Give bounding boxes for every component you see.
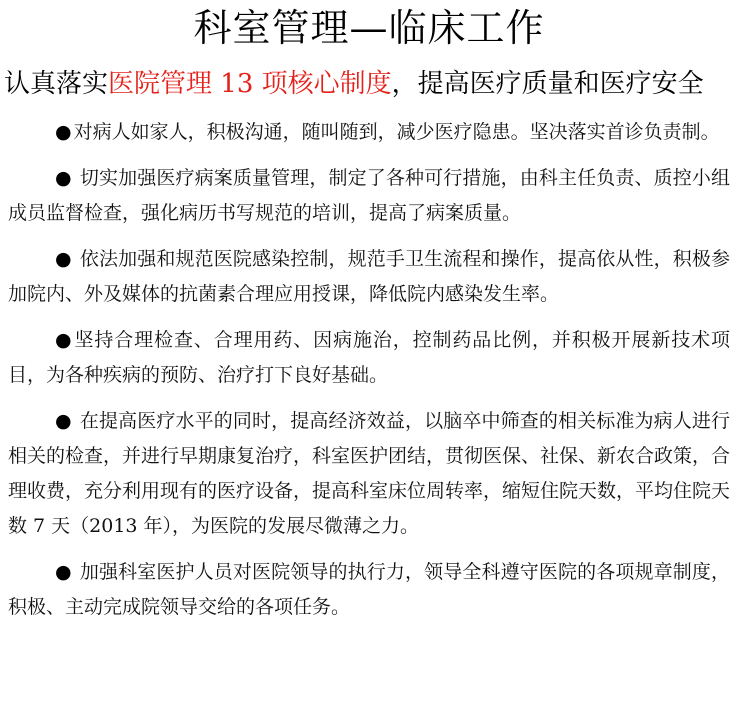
- bullet-icon: ●: [55, 167, 72, 189]
- list-item: [0, 242, 738, 312]
- page-title: 科室管理—临床工作: [193, 6, 545, 50]
- subtitle-suffix: ，提高医疗质量和医疗安全: [391, 69, 704, 99]
- list-item-text: 加强科室医护人员对医院领导的执行力，领导全科遵守医院的各项规章制度，积极、主动完成院领导交给的各项任务。: [8, 561, 730, 618]
- work-items-list: [0, 115, 738, 636]
- bullet-icon: ●: [55, 561, 72, 583]
- list-item-text: 对病人如家人，积极沟通，随叫随到，减少医疗隐患。坚决落实首诊负责制。: [73, 121, 720, 143]
- list-item: [0, 404, 738, 544]
- subtitle-highlight: 医院管理 13 项核心制度: [108, 69, 392, 99]
- list-item-text: 坚持合理检查、合理用药、因病施治，控制药品比例，并积极开展新技术项目，为各种疾病的预防、治疗打下良好基础。: [8, 329, 730, 386]
- list-item: [0, 115, 738, 150]
- list-item-text: 依法加强和规范医院感染控制，规范手卫生流程和操作，提高依从性，积极参加院内、外及媒体的抗菌素合理应用授课，降低院内感染发生率。: [8, 248, 730, 305]
- bullet-icon: ●: [55, 329, 73, 351]
- document-subtitle: [4, 66, 734, 102]
- list-item-text: 在提高医疗水平的同时，提高经济效益，以脑卒中筛查的相关标准为病人进行相关的检查，并进行早期康复治疗，科室医护团结，贯彻医保、社保、新农合政策，合理收费，充分利用现有的医疗设备，提高科室床位周转率，缩短住院天数，平均住院天数 7 天（2013 年），为医院的发展尽微薄之力。: [8, 410, 731, 537]
- list-item: [0, 323, 738, 393]
- list-item: [0, 555, 738, 625]
- bullet-icon: ●: [55, 410, 72, 432]
- subtitle-prefix: 认真落实: [4, 69, 109, 99]
- list-item-text: 切实加强医疗病案质量管理，制定了各种可行措施，由科主任负责、质控小组成员监督检查，强化病历书写规范的培训，提高了病案质量。: [8, 167, 730, 224]
- list-item: [0, 161, 738, 231]
- bullet-icon: ●: [55, 121, 72, 143]
- bullet-icon: ●: [55, 248, 72, 270]
